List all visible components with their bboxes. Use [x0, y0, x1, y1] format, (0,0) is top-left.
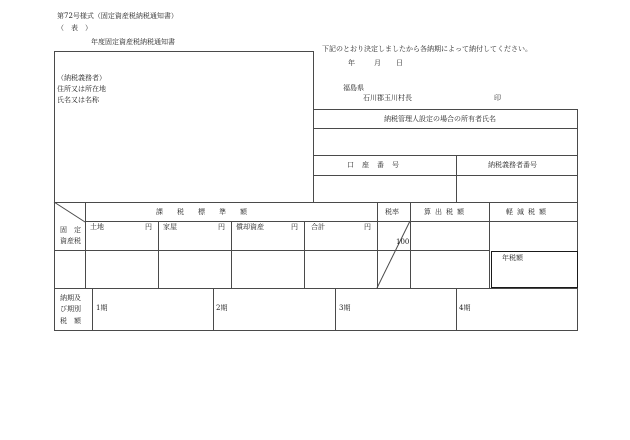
issuer-name: 石川郡玉川村長 — [363, 94, 412, 102]
tax-base-header: 課税標準額 — [156, 208, 261, 216]
period-2: 2期 — [216, 304, 228, 312]
taxpayer-label: （納税義務者） — [57, 74, 106, 82]
date-year: 年 — [348, 59, 355, 67]
period-3: 3期 — [339, 304, 351, 312]
taxpayer-name-label: 氏名又は名称 — [57, 96, 99, 104]
total-yen: 円 — [364, 223, 371, 231]
table-top — [54, 202, 578, 203]
date-day: 日 — [396, 59, 403, 67]
taxpayer-box-left — [54, 51, 55, 203]
account-number-header: 口座番号 — [347, 161, 407, 169]
row-label-fixed: 固 定 — [60, 226, 81, 234]
computed-tax-header: 算出税額 — [424, 208, 468, 216]
depreciable-label: 償却資産 — [236, 223, 264, 231]
total-label: 合計 — [311, 223, 325, 231]
form-right-edge — [577, 109, 578, 331]
depreciable-yen: 円 — [291, 223, 298, 231]
house-label: 家屋 — [163, 223, 177, 231]
installment-label-1: 納期及 — [60, 294, 81, 302]
taxpayer-box-right — [313, 51, 314, 203]
form-number: 第72号様式（固定資産税納税通知書） — [57, 12, 178, 20]
taxpayer-box-top — [54, 51, 314, 52]
notice-statement: 下記のとおり決定しましたから各納期によって納付してください。 — [322, 45, 532, 53]
land-label: 土地 — [90, 223, 104, 231]
period-1: 1期 — [96, 304, 108, 312]
period-4: 4期 — [459, 304, 471, 312]
tax-rate-diagonal — [377, 221, 410, 288]
row-label-asset-tax: 資産税 — [60, 237, 81, 245]
installment-label-2: び期別 — [60, 305, 81, 313]
reduction-header: 軽減税額 — [506, 208, 550, 216]
date-month: 月 — [374, 59, 381, 67]
seal-mark: 印 — [494, 94, 501, 102]
land-yen: 円 — [145, 223, 152, 231]
issuer-prefecture: 福島県 — [343, 84, 364, 92]
tax-rate-header: 税率 — [385, 208, 399, 216]
installment-label-3: 税 額 — [60, 317, 81, 325]
taxpayer-address-label: 住所又は所在地 — [57, 85, 106, 93]
manager-title: 納税管理人設定の場合の所有者氏名 — [384, 115, 496, 123]
form-bottom — [54, 330, 578, 331]
rate-denominator: 100 — [396, 238, 410, 246]
document-title: 年度固定資産税納税通知書 — [91, 38, 175, 46]
right-box-top — [313, 109, 578, 110]
taxpayer-number-header: 納税義務者番号 — [488, 161, 537, 169]
form-side: （ 表 ） — [57, 24, 92, 32]
house-yen: 円 — [218, 223, 225, 231]
corner-diagonal — [54, 202, 85, 222]
annual-tax-label: 年税額 — [502, 254, 523, 262]
